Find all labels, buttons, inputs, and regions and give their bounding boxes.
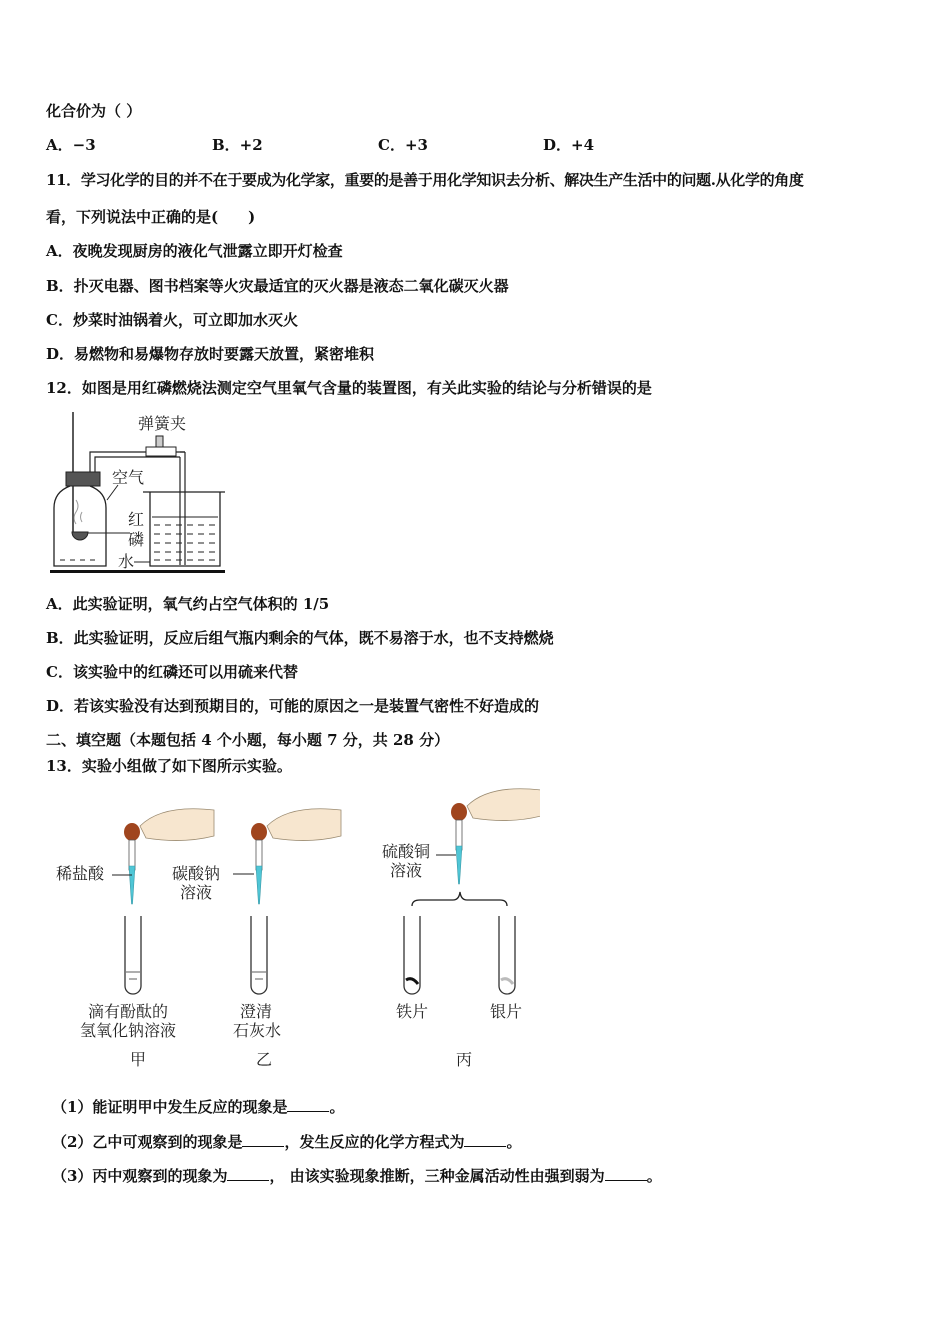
silver-label: 银片 [490, 1002, 523, 1021]
q12-option-a: A．此实验证明，氧气约占空气体积的 1/5 [46, 595, 330, 613]
yi-label: 乙 [256, 1050, 273, 1069]
section-heading: 二、填空题（本题包括 4 个小题，每小题 7 分，共 28 分） [46, 731, 450, 749]
q12-option-c: C．该实验中的红磷还可以用硫来代替 [46, 663, 298, 681]
answer-blank[interactable] [287, 1097, 329, 1112]
q10-stem-tail: 化合价为（ ） [46, 102, 142, 120]
q13-sub-3-end: 。 [646, 1167, 662, 1185]
dropper-bing [451, 789, 540, 884]
phosphorus-label-2: 磷 [128, 530, 145, 549]
bing-label: 丙 [456, 1050, 473, 1069]
q13-sub-1-text: （1）能证明甲中发生反应的现象是 [52, 1098, 288, 1116]
q13-sub-3-mid: ， 由该实验现象推断，三种金属活动性由强到弱为 [269, 1167, 605, 1185]
q10-option-c: C．+3 [378, 136, 428, 154]
q12-option-d: D．若该实验没有达到预期目的，可能的原因之一是装置气密性不好造成的 [46, 697, 540, 715]
q11-stem-line2: 看，下列说法中正确的是( ) [46, 208, 256, 226]
q13-stem: 13．实验小组做了如下图所示实验。 [46, 757, 292, 775]
iron-label: 铁片 [396, 1002, 429, 1021]
dropper-yi [251, 809, 341, 904]
answer-blank[interactable] [242, 1132, 284, 1147]
yi-dropper-label-2: 溶液 [180, 883, 213, 902]
q13-sub-2-mid: ，发生反应的化学方程式为 [284, 1133, 465, 1151]
bing-dropper-label-2: 溶液 [390, 861, 423, 880]
q13-sub-2-text: （2）乙中可观察到的现象是 [52, 1133, 243, 1151]
q10-option-d: D．+4 [543, 136, 595, 154]
q12-stem: 12．如图是用红磷燃烧法测定空气里氧气含量的装置图，有关此实验的结论与分析错误的是 [46, 379, 652, 397]
bing-dropper-label-1: 硫酸铜 [382, 842, 431, 861]
answer-blank[interactable] [464, 1132, 506, 1147]
answer-blank[interactable] [227, 1166, 269, 1181]
q11-option-d: D．易燃物和易爆物存放时要露天放置，紧密堆积 [46, 345, 375, 363]
jia-dropper-label: 稀盐酸 [56, 864, 105, 883]
water-label: 水 [118, 552, 135, 571]
jia-label: 甲 [130, 1050, 147, 1069]
q13-sub-2-end: 。 [506, 1133, 522, 1151]
q13-sub-1 [52, 1097, 344, 1117]
yi-tube-label-2: 石灰水 [233, 1021, 282, 1040]
q12-option-b: B．此实验证明，反应后组气瓶内剩余的气体，既不易溶于水，也不支持燃烧 [46, 629, 554, 647]
q11-option-a: A．夜晚发现厨房的液化气泄露立即开灯检查 [46, 242, 343, 260]
answer-blank[interactable] [605, 1166, 647, 1181]
yi-tube-label-1: 澄清 [240, 1002, 273, 1021]
q13-sub-3-text: （3）丙中观察到的现象为 [52, 1167, 228, 1185]
q11-option-b: B．扑灭电器、图书档案等火灾最适宜的灭火器是液态二氧化碳灭火器 [46, 277, 509, 295]
q13-sub-3 [52, 1166, 662, 1186]
q11-stem-line1: 11．学习化学的目的并不在于要成为化学家，重要的是善于用化学知识去分析、解决生产生活中的问题.从化学的角度 [46, 171, 804, 189]
phosphorus-label-1: 红 [128, 510, 145, 529]
jia-tube-label-2: 氢氧化钠溶液 [80, 1021, 177, 1040]
q11-option-c: C．炒菜时油锅着火，可立即加水灭火 [46, 311, 298, 329]
yi-dropper-label-1: 碳酸钠 [172, 864, 221, 883]
q10-option-b: B．+2 [212, 136, 263, 154]
q10-option-a: A．−3 [46, 136, 96, 154]
jia-tube-label-1: 滴有酚酞的 [88, 1002, 169, 1021]
q13-sub-1-end: 。 [329, 1098, 345, 1116]
q13-experiment-figure [40, 780, 540, 1080]
q12-apparatus-figure [40, 400, 240, 580]
q13-sub-2 [52, 1132, 521, 1152]
clamp-label: 弹簧夹 [138, 414, 187, 433]
air-label: 空气 [112, 468, 145, 487]
